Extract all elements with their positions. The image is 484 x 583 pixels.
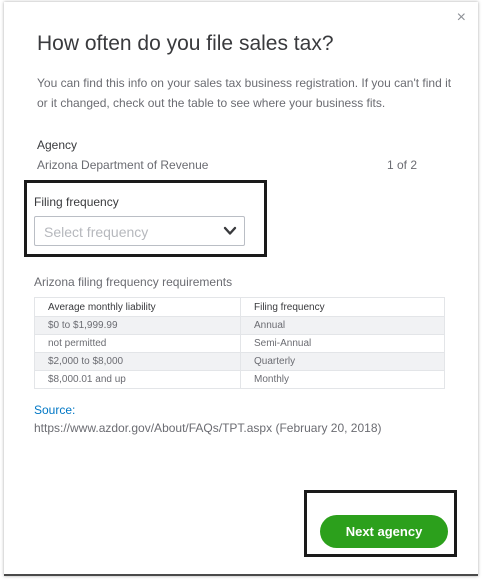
select-placeholder: Select frequency: [44, 224, 149, 240]
next-agency-button[interactable]: Next agency: [320, 515, 448, 548]
agency-label: Agency: [37, 138, 78, 152]
agency-name: Arizona Department of Revenue: [37, 158, 209, 172]
frequency-cell: Semi-Annual: [241, 335, 445, 353]
liability-cell: $2,000 to $8,000: [35, 353, 241, 371]
frequency-cell: Annual: [241, 317, 445, 335]
source-url: https://www.azdor.gov/About/FAQs/TPT.aspx (February 20, 2018): [34, 421, 382, 435]
chevron-down-icon: [223, 225, 237, 237]
filing-requirements-table: [34, 297, 445, 389]
requirements-title: Arizona filing frequency requirements: [34, 275, 233, 289]
table-row: [35, 353, 445, 371]
liability-cell: not permitted: [35, 335, 241, 353]
source-link-label[interactable]: Source:: [34, 403, 76, 417]
dialog-description: You can find this info on your sales tax business registration. If you can't find it or it changed, check out the table to see where your business fits.: [37, 76, 452, 110]
frequency-cell: Quarterly: [241, 353, 445, 371]
column-header-liability: Average monthly liability: [35, 298, 241, 317]
filing-frequency-select[interactable]: [34, 216, 245, 246]
column-header-frequency: Filing frequency: [241, 298, 445, 317]
liability-cell: $8,000.01 and up: [35, 371, 241, 389]
table-row: [35, 371, 445, 389]
filing-frequency-label: Filing frequency: [34, 195, 119, 209]
table-header-row: [35, 298, 445, 317]
close-icon[interactable]: ×: [456, 9, 466, 26]
frequency-cell: Monthly: [241, 371, 445, 389]
table-row: [35, 335, 445, 353]
table-row: [35, 317, 445, 335]
agency-counter: 1 of 2: [387, 158, 418, 172]
dialog-title: How often do you file sales tax?: [37, 32, 334, 55]
liability-cell: $0 to $1,999.99: [35, 317, 241, 335]
